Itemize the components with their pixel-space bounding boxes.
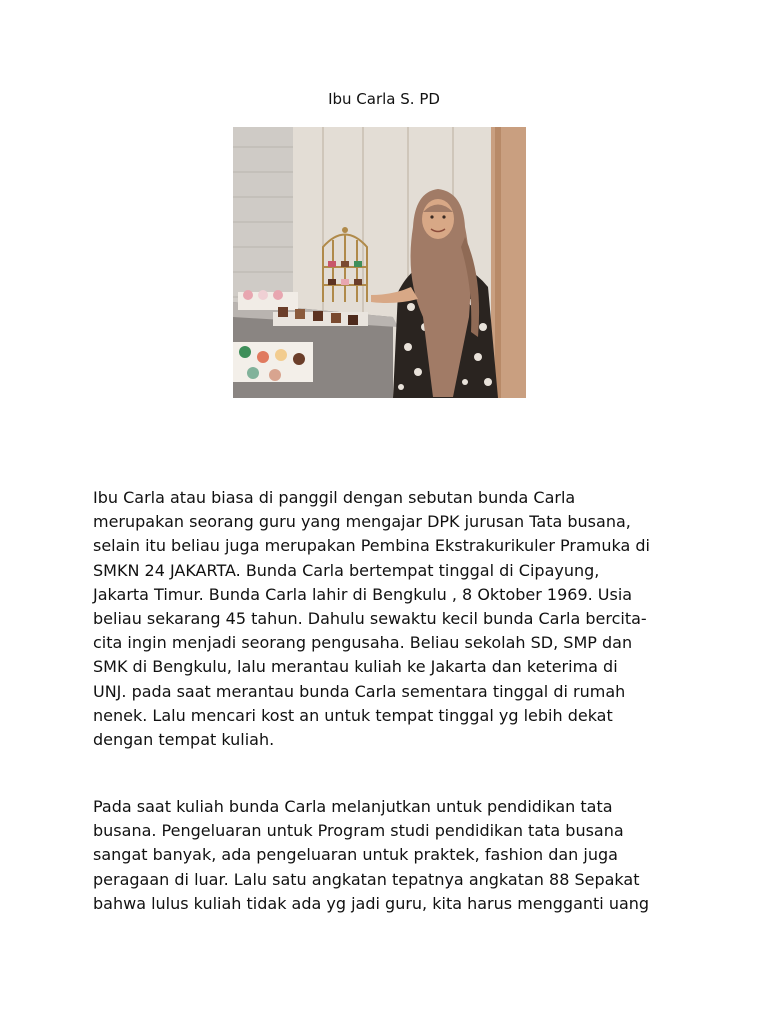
page-title: Ibu Carla S. PD <box>328 90 440 108</box>
portrait-photo <box>233 127 526 398</box>
body-paragraph-2: Pada saat kuliah bunda Carla melanjutkan untuk pendidikan tata busana. Pengeluaran untuk Program studi pendidikan tata busana sangat banyak, ada pengeluaran untuk praktek, fashion dan juga peragaan di luar. Lalu satu angkatan tepatnya angkatan 88 Sepakat bahwa lulus kuliah tidak ada yg jadi guru, kita harus mengganti uang <box>93 797 650 913</box>
body-paragraph-1: Ibu Carla atau biasa di panggil dengan sebutan bunda Carla merupakan seorang guru yang mengajar DPK jurusan Tata busana, selain itu beliau juga merupakan Pembina Ekstrakurikuler Pramuka di SMKN 24 JAKARTA. Bunda Carla bertempat tinggal di Cipayung, Jakarta Timur. Bunda Carla lahir di Bengkulu , 8 Oktober 1969. Usia beliau sekarang 45 tahun. Dahulu sewaktu kecil bunda Carla bercita- cita ingin menjadi seorang pengusaha. Beliau sekolah SD, SMP dan SMK di Bengkulu, lalu merantau kuliah ke Jakarta dan keterima di UNJ. pada saat merantau bunda Carla sementara tinggal di rumah nenek. Lalu mencari kost an untuk tempat tinggal yg lebih dekat dengan tempat kuliah. <box>93 488 650 750</box>
